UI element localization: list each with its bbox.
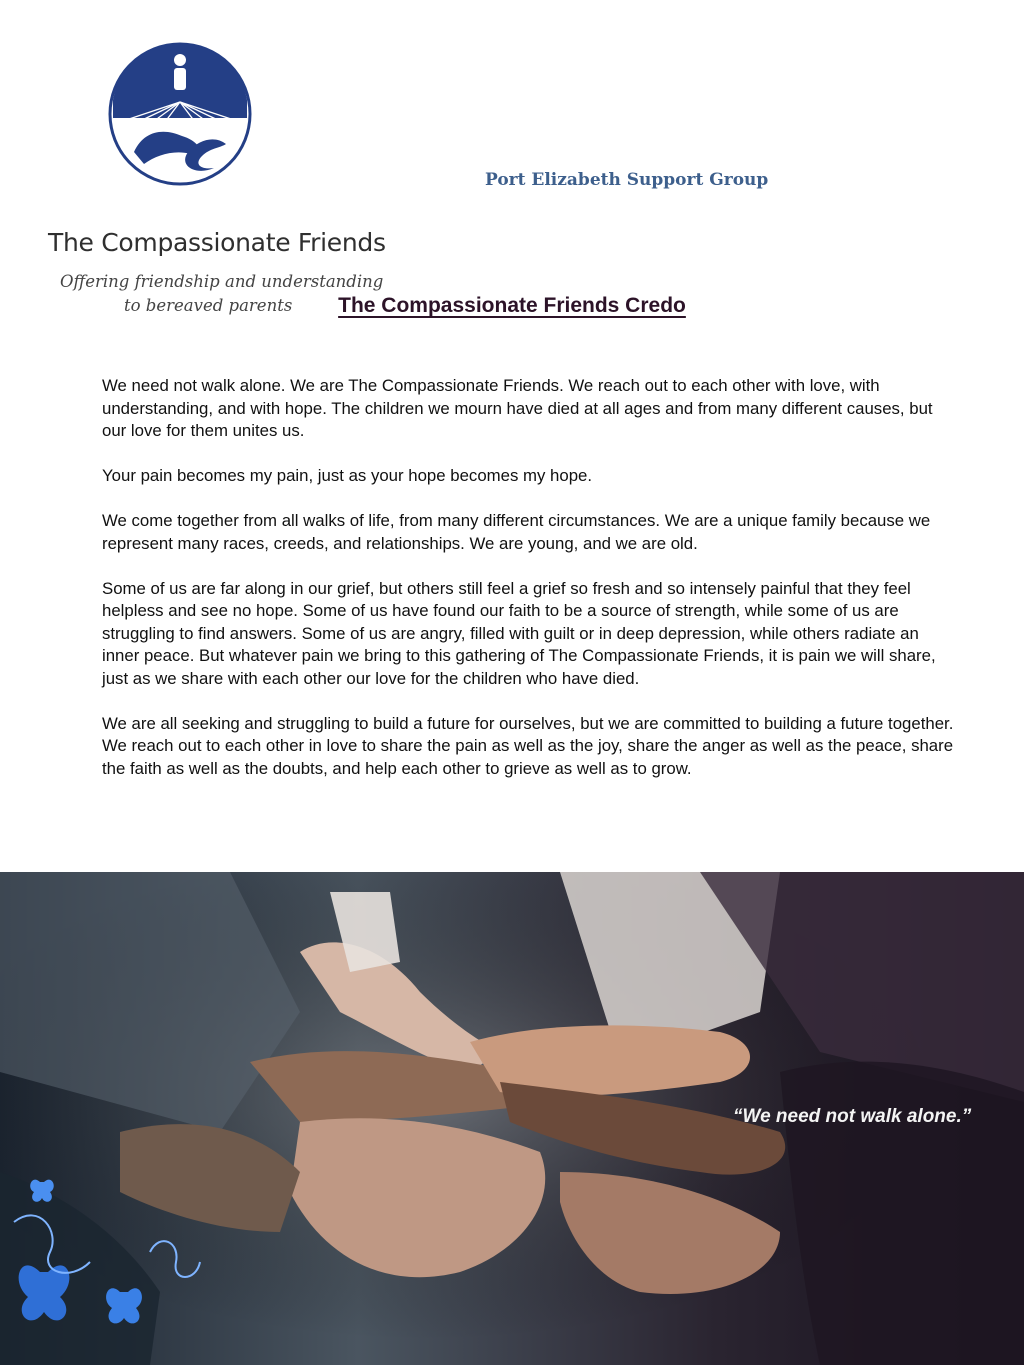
credo-body bbox=[102, 375, 954, 803]
credo-paragraph: We need not walk alone. We are The Compassionate Friends. We reach out to each other with love, with understanding, and with hope. The children we mourn have died at all ages and from many different causes, but our love for them unites us. bbox=[102, 376, 933, 440]
tagline-line-2: to bereaved parents bbox=[124, 296, 293, 315]
support-group-title: Port Elizabeth Support Group bbox=[485, 170, 769, 190]
tagline-line-1: Offering friendship and understanding bbox=[60, 272, 384, 291]
credo-paragraph: Some of us are far along in our grief, but others still feel a grief so fresh and so intensely painful that they feel helpless and see no hope. Some of us have found our faith to be a source of strength, while some of us are struggling to find answers. Some of us are angry, filled with guilt or in deep depression, while others radiate an inner peace. But whatever pain we bring to this gathering of The Compassionate Friends, it is pain we will share, just as we share with each other our love for the children who have died. bbox=[102, 578, 936, 688]
credo-paragraph: Your pain becomes my pain, just as your hope becomes my hope. bbox=[102, 466, 593, 485]
credo-title bbox=[0, 294, 1024, 318]
banner-quote: “We need not walk alone.” bbox=[733, 1106, 972, 1127]
logo bbox=[18, 36, 386, 315]
compassionate-friends-emblem-icon bbox=[104, 40, 256, 190]
organization-name: The Compassionate Friends bbox=[48, 228, 386, 257]
credo-paragraph: We are all seeking and struggling to build a future for ourselves, but we are committed to building a future together. We reach out to each other in love to share the pain as well as the joy, share the anger as well as the peace, share the faith as well as the doubts, and help each other to grieve as well as to grow. bbox=[102, 713, 954, 778]
credo-title-text: The Compassionate Friends Credo bbox=[338, 294, 686, 317]
credo-paragraph: We come together from all walks of life, from many different circumstances. We are a unique family because we represent many races, creeds, and relationships. We are young, and we are old. bbox=[102, 511, 931, 553]
